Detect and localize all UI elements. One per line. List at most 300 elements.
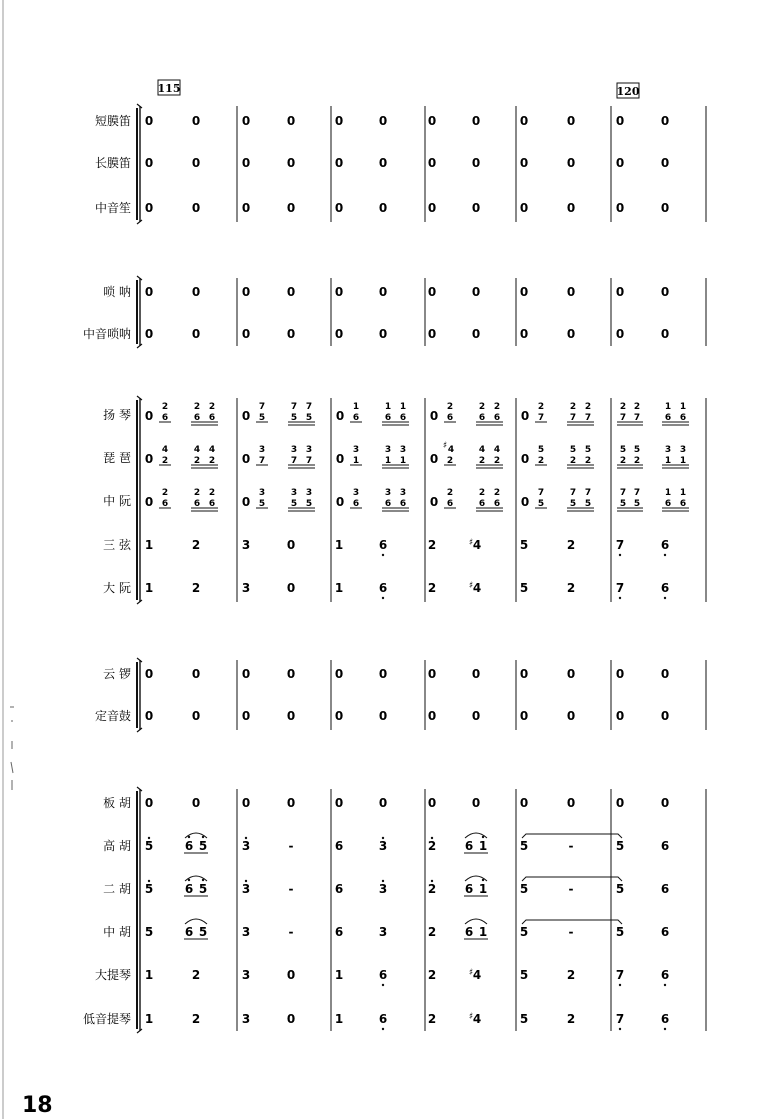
note: 2 — [566, 581, 576, 595]
note: 3 — [241, 882, 251, 896]
note: 3 — [352, 445, 360, 455]
note: 6 — [334, 882, 344, 896]
note: 2 — [208, 488, 216, 498]
note: 4 — [472, 581, 482, 595]
note: 7 — [584, 413, 592, 423]
note: 6 — [378, 581, 388, 595]
note: 0 — [191, 201, 201, 215]
note: 5 — [519, 581, 529, 595]
note: 3 — [679, 445, 687, 455]
note: 0 — [660, 156, 670, 170]
slur — [185, 919, 207, 924]
note: 7 — [569, 488, 577, 498]
note: 3 — [305, 445, 313, 455]
page-number: 18 — [22, 1093, 53, 1118]
note: 1 — [664, 456, 672, 466]
octave-dot — [245, 880, 247, 882]
note: 3 — [378, 925, 388, 939]
note: 0 — [519, 114, 529, 128]
note: 5 — [615, 839, 625, 853]
note: 0 — [471, 201, 481, 215]
note: 1 — [144, 538, 154, 552]
note: 3 — [384, 445, 392, 455]
instrument-label: 中 胡 — [103, 925, 131, 939]
sharp-sign: ♯ — [468, 581, 474, 591]
note: 0 — [615, 327, 625, 341]
note: 6 — [378, 1012, 388, 1026]
note: 2 — [566, 538, 576, 552]
note: 0 — [615, 709, 625, 723]
note: 2 — [427, 1012, 437, 1026]
octave-dot — [382, 880, 384, 882]
instrument-label: 扬 琴 — [103, 408, 131, 422]
note: 0 — [471, 667, 481, 681]
note: 7 — [619, 413, 627, 423]
note: 0 — [660, 709, 670, 723]
note: 0 — [144, 709, 154, 723]
note: 6 — [660, 538, 670, 552]
note: 1 — [679, 402, 687, 412]
note: 5 — [569, 445, 577, 455]
note: 0 — [519, 201, 529, 215]
note: 7 — [633, 488, 641, 498]
note: 0 — [427, 285, 437, 299]
octave-dot — [202, 836, 204, 838]
note: 0 — [427, 114, 437, 128]
note: - — [288, 925, 294, 939]
note: 7 — [258, 402, 266, 412]
note: 0 — [191, 709, 201, 723]
note: 0 — [191, 285, 201, 299]
note: 0 — [286, 796, 296, 810]
note: 0 — [427, 667, 437, 681]
note: 2 — [427, 581, 437, 595]
note: 2 — [161, 488, 169, 498]
note: 0 — [144, 114, 154, 128]
octave-dot — [148, 880, 150, 882]
note: 1 — [334, 1012, 344, 1026]
note: 2 — [584, 456, 592, 466]
note: 7 — [633, 413, 641, 423]
note: 2 — [537, 402, 545, 412]
note: 0 — [334, 201, 344, 215]
note: 0 — [335, 452, 345, 466]
octave-dot — [188, 879, 190, 881]
note: - — [568, 839, 574, 853]
note: 6 — [334, 839, 344, 853]
note: 0 — [241, 667, 251, 681]
note: 2 — [208, 402, 216, 412]
note: 6 — [399, 499, 407, 509]
note: 0 — [519, 796, 529, 810]
note: 6 — [664, 413, 672, 423]
note: - — [568, 925, 574, 939]
octave-dot — [382, 1028, 384, 1030]
note: 0 — [471, 327, 481, 341]
note: 0 — [286, 968, 296, 982]
note: - — [288, 882, 294, 896]
note: 4 — [478, 445, 486, 455]
note: 0 — [429, 452, 439, 466]
note: 0 — [429, 409, 439, 423]
note: 0 — [566, 796, 576, 810]
note: 2 — [446, 488, 454, 498]
note: 6 — [161, 499, 169, 509]
note: 4 — [208, 445, 216, 455]
note: 0 — [378, 285, 388, 299]
note: 3 — [399, 488, 407, 498]
note: 2 — [446, 456, 454, 466]
note: 0 — [286, 201, 296, 215]
instrument-label: 板 胡 — [103, 796, 131, 810]
note: 6 — [208, 413, 216, 423]
note: 5 — [519, 538, 529, 552]
note: 0 — [334, 796, 344, 810]
note: 0 — [566, 285, 576, 299]
note: 1 — [679, 488, 687, 498]
octave-dot — [664, 1028, 666, 1030]
note: 5 — [198, 839, 208, 853]
note: 6 — [378, 968, 388, 982]
note: 1 — [334, 538, 344, 552]
note: 0 — [286, 327, 296, 341]
note: 0 — [471, 709, 481, 723]
note: 0 — [615, 667, 625, 681]
note: 5 — [305, 499, 313, 509]
note: 6 — [679, 499, 687, 509]
note: 2 — [427, 925, 437, 939]
note: 5 — [633, 445, 641, 455]
note: 6 — [660, 1012, 670, 1026]
note: 7 — [619, 488, 627, 498]
instrument-label: 中音笙 — [94, 201, 131, 215]
note: 1 — [478, 882, 488, 896]
note: 0 — [378, 201, 388, 215]
note: 3 — [241, 581, 251, 595]
note: 4 — [493, 445, 501, 455]
note: 0 — [241, 201, 251, 215]
note: 0 — [427, 796, 437, 810]
note: 2 — [478, 488, 486, 498]
note: 0 — [519, 156, 529, 170]
note: 0 — [286, 285, 296, 299]
note: 0 — [286, 538, 296, 552]
slur — [465, 919, 487, 924]
instrument-label: 二 胡 — [103, 882, 131, 896]
note: 1 — [334, 968, 344, 982]
octave-dot — [382, 984, 384, 986]
note: 5 — [615, 882, 625, 896]
note: 4 — [472, 1012, 482, 1026]
note: 2 — [193, 402, 201, 412]
note: 0 — [566, 114, 576, 128]
octave-dot — [664, 597, 666, 599]
note: 5 — [619, 499, 627, 509]
note: 5 — [290, 413, 298, 423]
note: 7 — [584, 488, 592, 498]
note: 0 — [471, 285, 481, 299]
note: 6 — [208, 499, 216, 509]
note: 5 — [258, 499, 266, 509]
note: 0 — [241, 156, 251, 170]
note: 0 — [471, 156, 481, 170]
note: 3 — [290, 488, 298, 498]
note: 0 — [241, 709, 251, 723]
note: 2 — [446, 402, 454, 412]
note: 3 — [241, 538, 251, 552]
note: 1 — [144, 1012, 154, 1026]
instrument-label: 大提琴 — [94, 968, 131, 982]
note: 0 — [335, 495, 345, 509]
note: 1 — [384, 402, 392, 412]
note: 6 — [184, 839, 194, 853]
note: 0 — [241, 285, 251, 299]
note: 7 — [537, 413, 545, 423]
note: 4 — [472, 968, 482, 982]
note: 5 — [519, 839, 529, 853]
note: 3 — [258, 488, 266, 498]
note: 6 — [660, 968, 670, 982]
note: 0 — [241, 796, 251, 810]
tie — [522, 920, 622, 924]
note: 2 — [161, 456, 169, 466]
note: 0 — [566, 709, 576, 723]
note: 7 — [258, 456, 266, 466]
note: 0 — [471, 114, 481, 128]
note: 6 — [352, 413, 360, 423]
note: 0 — [519, 709, 529, 723]
note: 0 — [286, 156, 296, 170]
note: 0 — [191, 796, 201, 810]
note: 0 — [144, 327, 154, 341]
note: 0 — [334, 327, 344, 341]
note: 0 — [378, 327, 388, 341]
octave-dot — [382, 837, 384, 839]
octave-dot — [619, 597, 621, 599]
note: 6 — [334, 925, 344, 939]
note: 1 — [144, 968, 154, 982]
note: - — [568, 882, 574, 896]
note: 6 — [161, 413, 169, 423]
sharp-sign: ♯ — [442, 441, 448, 451]
note: 2 — [569, 402, 577, 412]
note: 0 — [334, 285, 344, 299]
note: 1 — [679, 456, 687, 466]
note: 7 — [305, 402, 313, 412]
note: - — [288, 839, 294, 853]
note: 2 — [427, 882, 437, 896]
note: 5 — [258, 413, 266, 423]
note: 7 — [305, 456, 313, 466]
note: 2 — [566, 1012, 576, 1026]
note: 0 — [429, 495, 439, 509]
note: 3 — [664, 445, 672, 455]
instrument-label: 高 胡 — [103, 839, 131, 853]
note: 5 — [144, 839, 154, 853]
note: 6 — [493, 499, 501, 509]
note: 6 — [660, 925, 670, 939]
instrument-label: 唢 呐 — [103, 285, 131, 299]
note: 5 — [144, 925, 154, 939]
note: 2 — [208, 456, 216, 466]
octave-dot — [148, 837, 150, 839]
note: 0 — [519, 327, 529, 341]
note: 6 — [184, 925, 194, 939]
note: 6 — [384, 499, 392, 509]
note: 3 — [378, 839, 388, 853]
note: 2 — [493, 402, 501, 412]
note: 5 — [198, 882, 208, 896]
note: 1 — [664, 488, 672, 498]
sharp-sign: ♯ — [468, 1012, 474, 1022]
note: 0 — [615, 114, 625, 128]
note: 4 — [193, 445, 201, 455]
note: 0 — [334, 667, 344, 681]
note: 2 — [493, 488, 501, 498]
note: 4 — [161, 445, 169, 455]
note: 0 — [241, 114, 251, 128]
note: 0 — [378, 796, 388, 810]
note: 5 — [584, 499, 592, 509]
note: 0 — [334, 709, 344, 723]
note: 0 — [241, 452, 251, 466]
octave-dot — [482, 879, 484, 881]
note: 7 — [615, 968, 625, 982]
note: 7 — [615, 538, 625, 552]
note: 0 — [660, 667, 670, 681]
note: 3 — [378, 882, 388, 896]
note: 7 — [537, 488, 545, 498]
note: 5 — [619, 445, 627, 455]
note: 6 — [664, 499, 672, 509]
octave-dot — [382, 597, 384, 599]
note: 2 — [191, 968, 201, 982]
tie — [522, 877, 622, 881]
note: 4 — [472, 538, 482, 552]
note: 1 — [478, 925, 488, 939]
note: 1 — [399, 456, 407, 466]
note: 0 — [241, 409, 251, 423]
note: 0 — [520, 495, 530, 509]
instrument-label: 琵 琶 — [103, 451, 131, 465]
note: 5 — [144, 882, 154, 896]
octave-dot — [619, 554, 621, 556]
octave-dot — [431, 880, 433, 882]
note: 6 — [679, 413, 687, 423]
note: 2 — [633, 456, 641, 466]
note: 3 — [352, 488, 360, 498]
note: 1 — [334, 581, 344, 595]
note: 0 — [241, 327, 251, 341]
note: 0 — [144, 201, 154, 215]
note: 2 — [427, 538, 437, 552]
octave-dot — [245, 837, 247, 839]
note: 6 — [378, 538, 388, 552]
note: 0 — [144, 796, 154, 810]
note: 0 — [519, 285, 529, 299]
note: 7 — [615, 581, 625, 595]
octave-dot — [202, 879, 204, 881]
note: 0 — [566, 156, 576, 170]
note: 2 — [537, 456, 545, 466]
note: 3 — [241, 839, 251, 853]
note: 1 — [664, 402, 672, 412]
note: 0 — [334, 114, 344, 128]
note: 6 — [193, 499, 201, 509]
octave-dot — [664, 984, 666, 986]
note: 4 — [447, 445, 455, 455]
note: 6 — [399, 413, 407, 423]
note: 0 — [427, 201, 437, 215]
note: 5 — [519, 968, 529, 982]
note: 0 — [335, 409, 345, 423]
note: 0 — [144, 409, 154, 423]
note: 5 — [290, 499, 298, 509]
instrument-label: 大 阮 — [103, 581, 131, 595]
note: 5 — [633, 499, 641, 509]
note: 0 — [191, 327, 201, 341]
note: 0 — [566, 327, 576, 341]
octave-dot — [619, 1028, 621, 1030]
note: 0 — [471, 796, 481, 810]
note: 0 — [286, 581, 296, 595]
note: 5 — [305, 413, 313, 423]
note: 6 — [478, 499, 486, 509]
note: 2 — [191, 1012, 201, 1026]
note: 0 — [144, 667, 154, 681]
note: 2 — [584, 402, 592, 412]
note: 0 — [241, 495, 251, 509]
note: 7 — [615, 1012, 625, 1026]
note: 3 — [241, 968, 251, 982]
instrument-label: 短膜笛 — [94, 114, 131, 128]
octave-dot — [482, 836, 484, 838]
note: 0 — [191, 156, 201, 170]
note: 5 — [519, 1012, 529, 1026]
note: 0 — [427, 327, 437, 341]
tie — [522, 834, 622, 838]
note: 0 — [520, 409, 530, 423]
note: 0 — [378, 709, 388, 723]
note: 0 — [191, 667, 201, 681]
note: 6 — [184, 882, 194, 896]
note: 6 — [660, 882, 670, 896]
note: 6 — [464, 839, 474, 853]
note: 0 — [144, 495, 154, 509]
note: 0 — [615, 156, 625, 170]
note: 0 — [378, 114, 388, 128]
note: 1 — [384, 456, 392, 466]
note: 0 — [334, 156, 344, 170]
note: 2 — [193, 488, 201, 498]
instrument-label: 中 阮 — [103, 494, 131, 508]
note: 5 — [537, 499, 545, 509]
note: 3 — [258, 445, 266, 455]
note: 3 — [399, 445, 407, 455]
instrument-label: 中音唢呐 — [82, 327, 131, 341]
note: 6 — [660, 581, 670, 595]
note: 7 — [569, 413, 577, 423]
note: 2 — [566, 968, 576, 982]
note: 7 — [290, 402, 298, 412]
note: 5 — [569, 499, 577, 509]
rehearsal-mark-120: 120 — [616, 85, 640, 98]
note: 6 — [384, 413, 392, 423]
note: 0 — [566, 201, 576, 215]
note: 1 — [352, 456, 360, 466]
note: 0 — [566, 667, 576, 681]
sharp-sign: ♯ — [468, 968, 474, 978]
